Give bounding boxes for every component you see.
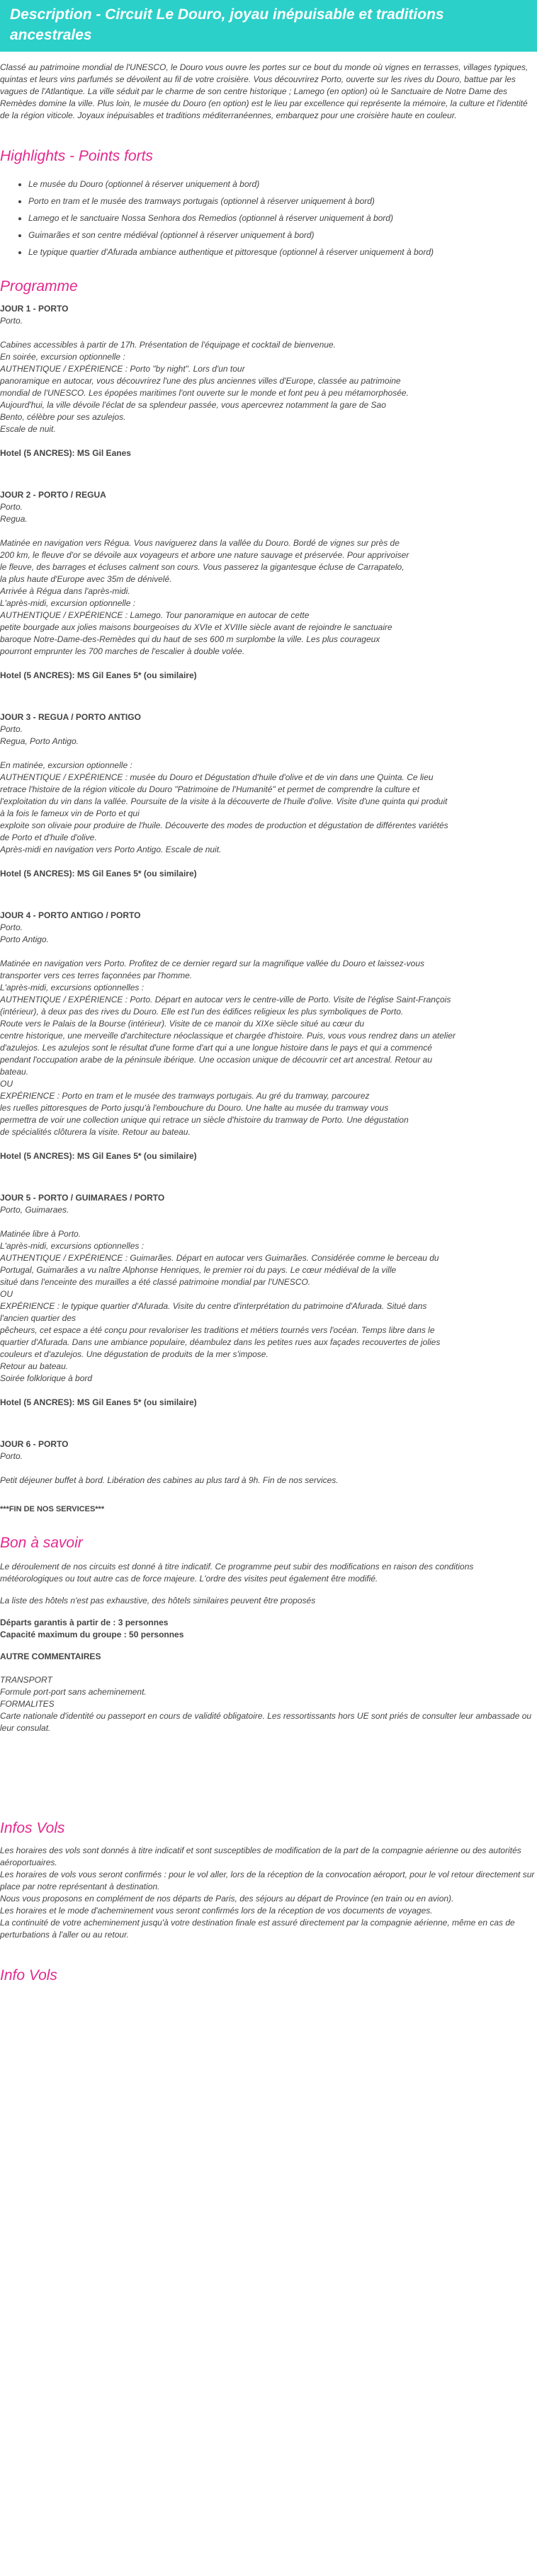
day-text-line: OU bbox=[0, 1079, 13, 1089]
day-text-line: la plus haute d'Europe avec 35m de dénivelé. bbox=[0, 574, 172, 584]
day-block bbox=[0, 711, 537, 880]
day-text-line: pendant l'occupation arabe de la péninsule ibérique. Une occasion unique de découvrir cet art ancestral. Retour au bbox=[0, 1055, 433, 1065]
day-text-line: mondial de l'UNESCO. Les épopées maritimes l'ont ouverte sur le monde et font peu à peu métamorphosée. bbox=[0, 388, 409, 398]
end-of-services: ***FIN DE NOS SERVICES*** bbox=[0, 1505, 105, 1513]
day-text-line: Petit déjeuner buffet à bord. Libération des cabines au plus tard à 9h. Fin de nos services. bbox=[0, 1475, 339, 1485]
detail-line: TRANSPORT bbox=[0, 1675, 52, 1685]
day-text-line: Matinée en navigation vers Porto. Profitez de ce dernier regard sur la magnifique vallée du Douro et laissez-vous bbox=[0, 958, 424, 968]
infos-vols-heading: Infos Vols bbox=[0, 1820, 65, 1836]
day-title: JOUR 3 - REGUA / PORTO ANTIGO bbox=[0, 712, 141, 722]
programme-days bbox=[0, 303, 537, 1487]
day-text-line: exploite son olivaie pour produire de l'huile. Découverte des modes de production et dégustation de différentes variétés bbox=[0, 820, 448, 830]
detail-line: Carte nationale d'identité ou passeport en cours de validité obligatoire. Les ressortissants hors UE sont priés de consulter leur ambassade ou leur consulat. bbox=[0, 1711, 532, 1733]
day-hotel: Hotel (5 ANCRES): MS Gil Eanes 5* (ou similaire) bbox=[0, 1397, 197, 1407]
day-text-line: panoramique en autocar, vous découvrirez l'une des plus anciennes villes d'Europe, classée au patrimoine bbox=[0, 376, 401, 386]
list-item: • Porto en tram et le musée des tramways portugais (optionnel à réserver uniquement à bord) bbox=[28, 193, 537, 210]
day-title: JOUR 6 - PORTO bbox=[0, 1439, 69, 1449]
day-block bbox=[0, 489, 537, 682]
day-location: Porto, Guimaraes. bbox=[0, 1205, 69, 1215]
day-text-line: centre historique, une merveille d'architecture néoclassique et chargée d'histoire. Puis, vous vous rendrez dans un atelier bbox=[0, 1031, 456, 1041]
infos-vols bbox=[0, 1845, 537, 1941]
day-text-line: Route vers le Palais de la Bourse (intérieur). Visite de ce manoir du XIXe siècle situé au cœur du bbox=[0, 1019, 365, 1029]
departs-garantis: Départs garantis à partir de : 3 personnes bbox=[0, 1618, 169, 1627]
day-location: Porto. bbox=[0, 922, 23, 932]
day-text-line: de spécialités clôturera la visite. Retour au bateau. bbox=[0, 1127, 191, 1137]
day-text-line: EXPÉRIENCE : Porto en tram et le musée des tramways portugais. Au gré du tramway, parcourez bbox=[0, 1091, 370, 1101]
day-text-line: Après-midi en navigation vers Porto Antigo. Escale de nuit. bbox=[0, 845, 222, 854]
bon-paragraph-1: Le déroulement de nos circuits est donné à titre indicatif. Ce programme peut subir des modifications en raison des conditions météorologiques ou tout autre cas de force majeure. L'ordre des visites peut également être modifié. bbox=[0, 1562, 474, 1584]
day-title: JOUR 5 - PORTO / GUIMARAES / PORTO bbox=[0, 1193, 165, 1203]
day-location: Porto. bbox=[0, 316, 23, 326]
day-text-line: AUTHENTIQUE / EXPÉRIENCE : Porto "by night". Lors d'un tour bbox=[0, 364, 245, 374]
day-text-line: AUTHENTIQUE / EXPÉRIENCE : Porto. Départ en autocar vers le centre-ville de Porto. Visite de l'église Saint-François bbox=[0, 995, 451, 1004]
day-text-line: AUTHENTIQUE / EXPÉRIENCE : Lamego. Tour panoramique en autocar de cette bbox=[0, 610, 310, 620]
day-hotel: Hotel (5 ANCRES): MS Gil Eanes 5* (ou similaire) bbox=[0, 670, 197, 680]
day-text-line: transporter vers ces terres façonnées par l'homme. bbox=[0, 971, 193, 980]
content bbox=[0, 62, 537, 1985]
day-text-line: Escale de nuit. bbox=[0, 424, 56, 434]
day-text-line: Portugal, Guimarães a vu naître Alphonse Henriques, le premier roi du pays. Le cœur médiéval de la ville bbox=[0, 1265, 397, 1275]
day-location: Regua. bbox=[0, 514, 28, 524]
day-text-line: permettra de voir une collection unique qui retrace un siècle d'histoire du tramway de Porto. Une dégustation bbox=[0, 1115, 409, 1125]
day-title: JOUR 4 - PORTO ANTIGO / PORTO bbox=[0, 910, 141, 920]
day-block bbox=[0, 910, 537, 1162]
day-location: Porto. bbox=[0, 1451, 23, 1461]
day-title: JOUR 1 - PORTO bbox=[0, 304, 69, 314]
bon-details bbox=[0, 1674, 537, 1734]
day-text-line: AUTHENTIQUE / EXPÉRIENCE : Guimarães. Départ en autocar vers Guimarães. Considérée comme le berceau du bbox=[0, 1253, 439, 1263]
day-block bbox=[0, 303, 537, 459]
day-text-line: Retour au bateau. bbox=[0, 1361, 69, 1371]
vols-line: Nous vous proposons en complément de nos départs de Paris, des séjours au départ de Province (en train ou en avion). bbox=[0, 1894, 454, 1904]
vols-line: Les horaires des vols sont donnés à titre indicatif et sont susceptibles de modification de la part de la compagnie aérienne ou des autorités aéroportuaires. bbox=[0, 1845, 521, 1867]
day-text-line: L'après-midi, excursions optionnelles : bbox=[0, 1241, 145, 1251]
day-text-line: OU bbox=[0, 1289, 13, 1299]
day-text-line: Aujourd'hui, la ville dévoile l'éclat de sa splendeur passée, vous apercevrez notamment la gare de Sao bbox=[0, 400, 386, 410]
day-text-line: pourront emprunter les 700 marches de l'escalier à double volée. bbox=[0, 646, 245, 656]
vols-line: Les horaires de vols vous seront confirmés : pour le vol aller, lors de la réception de la convocation aéroport, pour le vol retour directement sur place par notre représentant à destination. bbox=[0, 1870, 535, 1891]
day-hotel: Hotel (5 ANCRES): MS Gil Eanes bbox=[0, 448, 131, 458]
highlights-heading: Highlights - Points forts bbox=[0, 148, 153, 164]
day-hotel: Hotel (5 ANCRES): MS Gil Eanes 5* (ou similaire) bbox=[0, 1151, 197, 1161]
day-text-line: AUTHENTIQUE / EXPÉRIENCE : musée du Douro et Dégustation d'huile d'olive et de vin dans une Quinta. Ce lieu bbox=[0, 772, 434, 782]
day-text-line: Matinée en navigation vers Régua. Vous naviguerez dans la vallée du Douro. Bordé de vignes sur près de bbox=[0, 538, 400, 548]
day-text-line: retrace l'histoire de la région viticole du Douro "Patrimoine de l'Humanité" et permet de comprendre la culture et bbox=[0, 784, 420, 794]
day-text-line: petite bourgade aux jolies maisons bourgeoises du XVIe et XVIIIe siècle avant de rejoindre le sanctuaire bbox=[0, 622, 392, 632]
day-text-line: situé dans l'enceinte des murailles a été classé patrimoine mondial par l'UNESCO. bbox=[0, 1277, 311, 1287]
day-text-line: baroque Notre-Dame-des-Remèdes qui du haut de ses 600 m surplombe la ville. Les plus courageux bbox=[0, 634, 380, 644]
day-block bbox=[0, 1192, 537, 1409]
vols-line: Les horaires et le mode d'acheminement vous seront confirmés lors de la réception de vos documents de voyages. bbox=[0, 1906, 433, 1916]
day-text-line: l'ancien quartier des bbox=[0, 1313, 77, 1323]
day-text-line: Matinée libre à Porto. bbox=[0, 1229, 81, 1239]
list-item: • Le musée du Douro (optionnel à réserver uniquement à bord) bbox=[28, 176, 537, 193]
day-text-line: bateau. bbox=[0, 1067, 29, 1077]
description-banner: Description - Circuit Le Douro, joyau inépuisable et traditions ancestrales bbox=[0, 0, 537, 52]
day-text-line: 200 km, le fleuve d'or se dévoile aux voyageurs et arbore une nature sauvage et préservée. Pour apprivoiser bbox=[0, 550, 409, 560]
day-text-line: (intérieur), à deux pas des rives du Douro. Elle est l'un des édifices religieux les plus symboliques de Porto. bbox=[0, 1007, 404, 1017]
day-text-line: d'azulejos. Les azulejos sont le résultat d'une forme d'art qui a une longue histoire dans le pays et qui a commencé bbox=[0, 1043, 432, 1053]
day-text-line: En soirée, excursion optionnelle : bbox=[0, 352, 125, 362]
day-text-line: En matinée, excursion optionnelle : bbox=[0, 760, 132, 770]
day-location: Porto Antigo. bbox=[0, 934, 49, 944]
detail-line: FORMALITES bbox=[0, 1699, 55, 1709]
bon-paragraph-2: La liste des hôtels n'est pas exhaustive, des hôtels similaires peuvent être proposés bbox=[0, 1596, 316, 1605]
list-item: • Lamego et le sanctuaire Nossa Senhora dos Remedios (optionnel à réserver uniquement à bord) bbox=[28, 210, 537, 227]
day-text-line: les ruelles pittoresques de Porto jusqu'à l'embouchure du Douro. Une halte au musée du tramway vous bbox=[0, 1103, 389, 1113]
list-item: • Guimarães et son centre médiéval (optionnel à réserver uniquement à bord) bbox=[28, 227, 537, 244]
day-title: JOUR 2 - PORTO / REGUA bbox=[0, 490, 106, 500]
day-text-line: de Porto et d'huile d'olive. bbox=[0, 832, 97, 842]
capacite-max: Capacité maximum du groupe : 50 personnes bbox=[0, 1630, 184, 1639]
day-text-line: quartier d'Afurada. Dans une ambiance populaire, déambulez dans les petites rues aux façades recouvertes de jolies bbox=[0, 1337, 441, 1347]
day-text-line: Bento, célèbre pour ses azulejos. bbox=[0, 412, 126, 422]
bon-a-savoir-heading: Bon à savoir bbox=[0, 1535, 83, 1551]
day-text-line: pêcheurs, cet espace a été conçu pour revaloriser les traditions et métiers tournés vers l'océan. Temps libre dans le bbox=[0, 1325, 435, 1335]
day-text-line: couleurs et d'azulejos. Une dégustation de produits de la mer s'impose. bbox=[0, 1349, 268, 1359]
day-location: Porto. bbox=[0, 724, 23, 734]
autre-commentaires: AUTRE COMMENTAIRES bbox=[0, 1651, 101, 1661]
highlights-list bbox=[0, 176, 537, 261]
intro-paragraph: Classé au patrimoine mondial de l'UNESCO, le Douro vous ouvre les portes sur ce bout du monde où vignes en terrasses, villages typiques, quintas et leurs vins parfumés se dévoilent au fil de votre croisière. Vous découvrirez Porto, ouverte sur les rives du Douro, battue par les vagues de l'Atlantique. La ville séduit par le charme de son centre historique ; Lamego (en option) où le Sanctuaire de Notre Dame des Remèdes domine la ville. Plus loin, le musée du Douro (en option) est le lieu par excellence qui représente la mémoire, la culture et l'identité de la région viticole. Joyaux inépuisables et traditions méditerranéennes, embarquez pour une croisière haute en couleur. bbox=[0, 62, 528, 120]
day-text-line: EXPÉRIENCE : le typique quartier d'Afurada. Visite du centre d'interprétation du patrimoine d'Afurada. Situé dans bbox=[0, 1301, 427, 1311]
day-text-line: L'après-midi, excursion optionnelle : bbox=[0, 598, 136, 608]
day-text-line: Cabines accessibles à partir de 17h. Présentation de l'équipage et cocktail de bienvenue. bbox=[0, 340, 336, 350]
detail-line: Formule port-port sans acheminement. bbox=[0, 1687, 147, 1697]
info-vols-heading: Info Vols bbox=[0, 1967, 57, 1983]
day-text-line: le fleuve, des barrages et écluses calment son cours. Vous passerez la gigantesque écluse de Carrapatelo, bbox=[0, 562, 405, 572]
day-text-line: L'après-midi, excursions optionnelles : bbox=[0, 983, 145, 992]
list-item: • Le typique quartier d'Afurada ambiance authentique et pittoresque (optionnel à réserver uniquement à bord) bbox=[28, 244, 537, 261]
day-location: Regua, Porto Antigo. bbox=[0, 736, 79, 746]
day-block bbox=[0, 1438, 537, 1487]
day-text-line: à la fois le fameux vin de Porto et qui bbox=[0, 808, 140, 818]
vols-line: La continuité de votre acheminement jusqu'à votre destination finale est assuré directement par la compagnie aérienne, même en cas de perturbations à l'aller ou au retour. bbox=[0, 1918, 515, 1940]
day-text-line: Soirée folklorique à bord bbox=[0, 1373, 93, 1383]
programme-heading: Programme bbox=[0, 278, 78, 294]
day-text-line: l'exploitation du vin dans la vallée. Poursuite de la visite à la découverte de l'huile d'olive. Visite d'une quinta qui produit bbox=[0, 796, 448, 806]
day-hotel: Hotel (5 ANCRES): MS Gil Eanes 5* (ou similaire) bbox=[0, 869, 197, 878]
day-location: Porto. bbox=[0, 502, 23, 512]
day-text-line: Arrivée à Régua dans l'après-midi. bbox=[0, 586, 130, 596]
